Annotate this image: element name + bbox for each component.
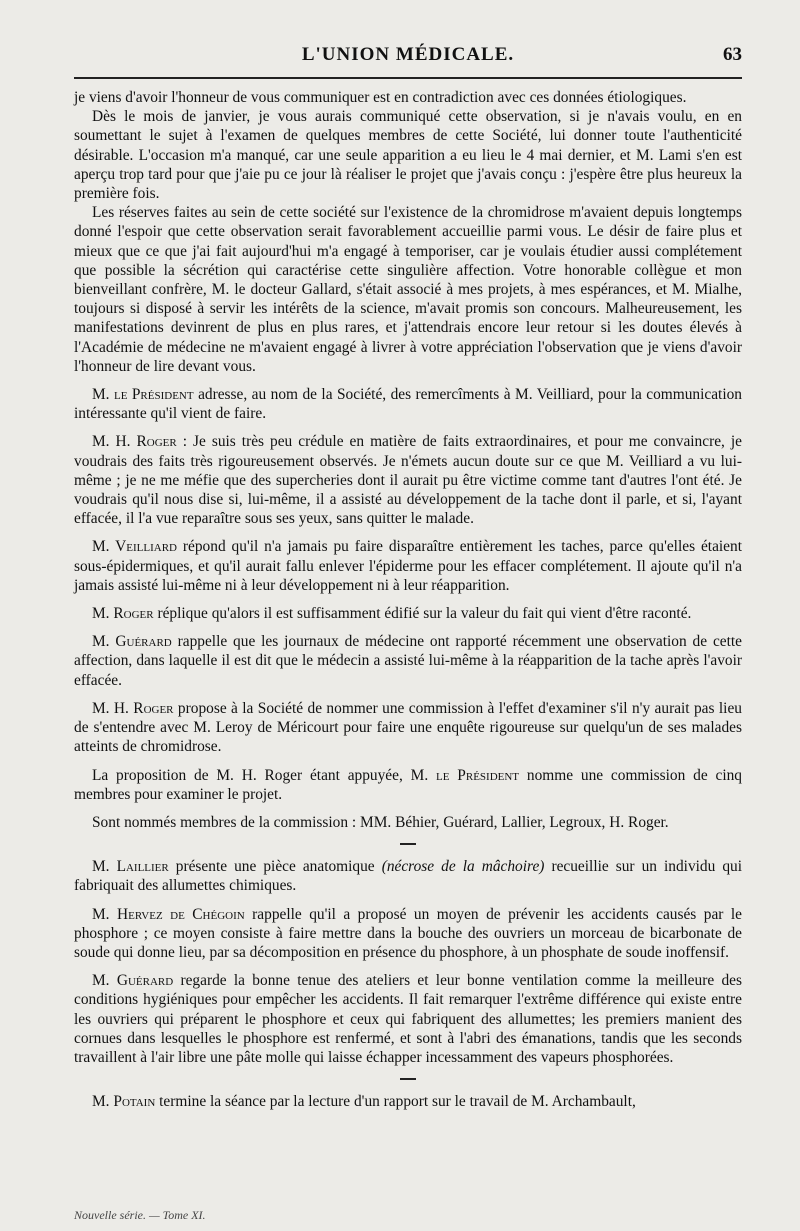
running-title: L'UNION MÉDICALE. <box>301 44 515 65</box>
paragraph: M. le Président adresse, au nom de la Société, des remercîments à M. Veilliard, pour la communication intéressante qu'il vient de faire. <box>74 386 742 423</box>
paragraph: Dès le mois de janvier, je vous aurais communiqué cette observation, si je n'avais voulu, en en soumettant le sujet à l'examen de quelques membres de cette Société, lui donner toute l'authenticité désirable. L'occasion m'a manqué, car une seule apparition a eu lieu le 4 mai dernier, et M. Lami s'en est aperçu trop tard pour que j'aie pu ce jour là réaliser le projet que j'avais conçu : j'espère être plus heureux la première fois. <box>74 108 742 203</box>
header-rule <box>74 77 742 79</box>
document-body <box>74 88 742 1111</box>
speaker-name: M. Guérard <box>92 972 174 990</box>
speaker-name: M. H. Roger <box>92 699 174 717</box>
paragraph: M. H. Roger propose à la Société de nommer une commission à l'effet d'examiner s'il n'y aurait pas lieu de s'entendre avec M. Leroy de Méricourt pour faire une enquête rigoureuse sur quelqu'un de ses malades atteints de chromidrose. <box>74 699 742 756</box>
speaker-name: M. Guérard <box>92 633 172 651</box>
paragraph: je viens d'avoir l'honneur de vous communiquer est en contradiction avec ces données étiologiques. <box>74 89 687 106</box>
paragraph: M. Laillier présente une pièce anatomique (nécrose de la mâchoire) recueillie sur un individu qui fabriquait des allumettes chimiques. <box>74 858 743 895</box>
paragraph: Les réserves faites au sein de cette société sur l'existence de la chromidrose m'avaient depuis longtemps donné l'espoir que cette observation serait favorablement accueillie parmi vous. Le désir de faire plus et mieux que ce que j'ai fait aujourd'hui m'a engagé à temporiser, car je voulais étudier aussi complétement que possible la sécrétion qui caractérise cette singulière affection. Votre honorable collègue et mon bienveillant confrère, M. le docteur Gallard, s'était associé à mes projets, à mes espérances, et M. Mialhe, toujours si disposé à servir les intérêts de la science, m'avait promis son concours. Malheureusement, les manifestations devinrent de plus en plus rares, et j'attendrais encore leur retour si les doutes élevés à l'Académie de médecine ne m'avaient engagé à livrer à votre appréciation l'observation que je viens d'avoir l'honneur de lire devant vous. <box>74 204 742 375</box>
paragraph: M. Roger réplique qu'alors il est suffisamment édifié sur la valeur du fait qui vient d'être raconté. <box>92 605 692 623</box>
speaker-name: M. H. Roger <box>92 433 177 451</box>
paragraph: M. Hervez de Chégoin rappelle qu'il a proposé un moyen de prévenir les accidents causés par le phosphore ; ce moyen consiste à faire mettre dans la bouche des ouvriers un morceau de bicarbonate de soude qui donne lieu, par sa décomposition en présence du phosphore, à un phosphate de soude inoffensif. <box>74 905 742 961</box>
paragraph: La proposition de M. H. Roger étant appuyée, M. le Président nomme une commission de cinq membres pour examiner le projet. <box>74 766 742 803</box>
speaker-name: M. Roger <box>92 605 154 623</box>
page-number: 63 <box>723 44 742 65</box>
section-divider <box>400 1078 416 1080</box>
section-divider <box>400 843 416 845</box>
paragraph: M. Veilliard répond qu'il n'a jamais pu faire disparaître entièrement les taches, parce qu'elles étaient sous-épidermiques, et qu'il aurait fallu enlever l'épiderme pour les effacer complétement. Il ajoute qu'il n'a jamais assisté lui-même ni à leur développement ni à leur réapparition. <box>74 538 742 594</box>
paragraph: M. Potain termine la séance par la lecture d'un rapport sur le travail de M. Archambault, <box>92 1093 636 1111</box>
speaker-name: M. Laillier <box>92 858 169 876</box>
paragraph: M. Guérard regarde la bonne tenue des ateliers et leur bonne ventilation comme la meilleure des conditions hygiéniques pour empêcher les accidents. Il fait remarquer l'extrême différence qui existe entre les ouvriers qui préparent le phosphore et ceux qui fabriquent des allumettes; les premiers manient des cornues dans lesquelles le phosphore est renfermé, et sont à l'abri des émanations, tandis que les seconds travaillent à l'air libre une pâte molle qui laisse échapper incessamment des vapeurs phosphorées. <box>74 972 742 1066</box>
speaker-name: M. Hervez de Chégoin <box>92 905 245 923</box>
speaker-name: M. Potain <box>92 1093 156 1111</box>
page-header <box>74 44 742 72</box>
paragraph: M. H. Roger : Je suis très peu crédule en matière de faits extraordinaires, et pour me convaincre, je voudrais des faits très rigoureusement observés. Je n'émets aucun doute sur ce que M. Veilliard a vu lui-même ; je ne me méfie que des supercheries dont il aurait pu être victime comme tant d'autres l'ont été. Je voudrais qu'il nous dise si, lui-même, il a assisté au développement de la tache dont il parle, et si, l'ayant effacée, il l'a vue reparaître sous ses yeux, sans quitter le malade. <box>74 433 742 528</box>
speaker-name: M. Veilliard <box>92 538 177 556</box>
paragraph: Sont nommés membres de la commission : MM. Béhier, Guérard, Lallier, Legroux, H. Roger. <box>92 813 669 831</box>
page-footer: Nouvelle série. — Tome XI. <box>74 1208 206 1222</box>
paragraph: M. Guérard rappelle que les journaux de médecine ont rapporté récemment une observation de cette affection, dans laquelle il est dit que le médecin a assisté lui-même à la réapparition de la tache après l'avoir effacée. <box>74 633 742 689</box>
speaker-name: M. le Président <box>92 386 194 404</box>
speaker-name: le Président <box>436 766 520 784</box>
